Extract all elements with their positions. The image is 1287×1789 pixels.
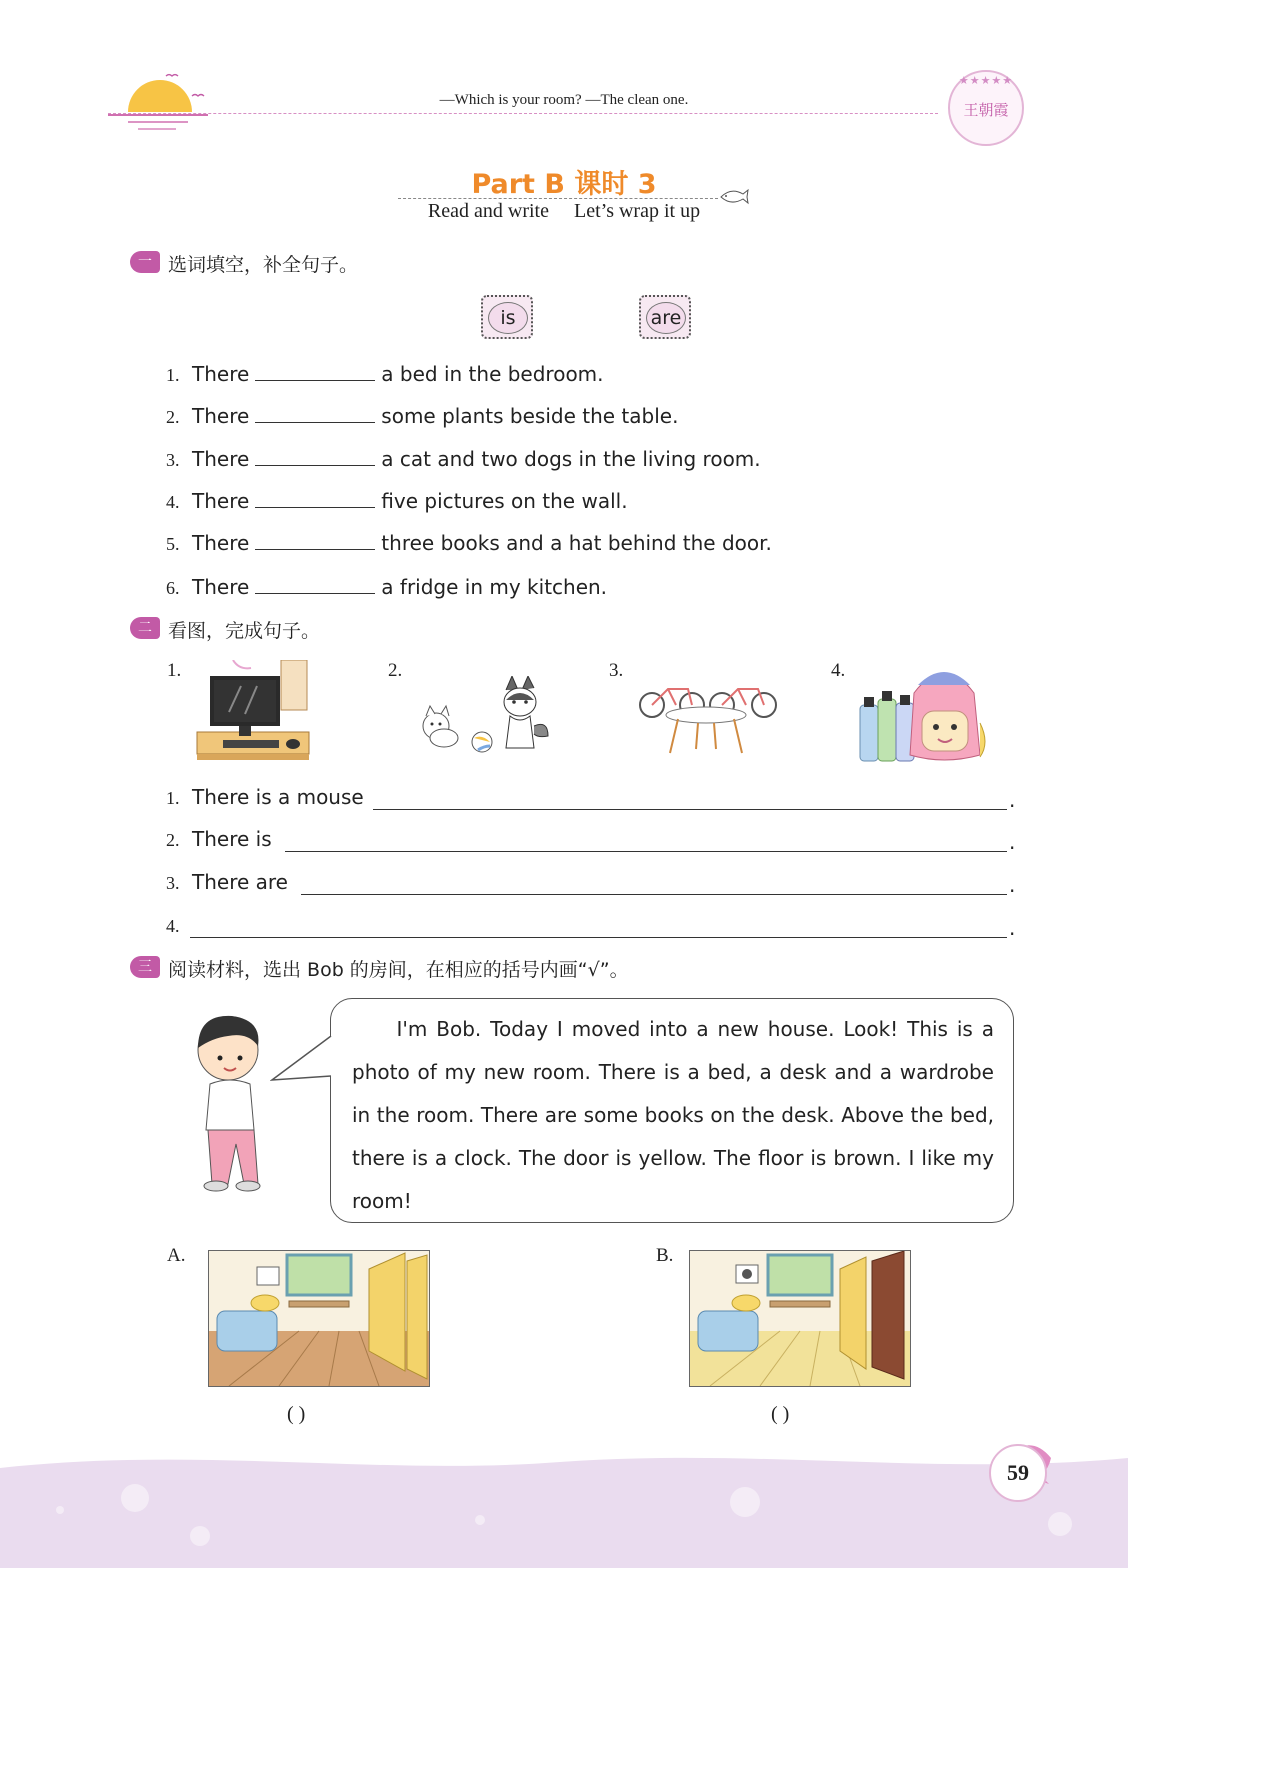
item-suffix: three books and a hat behind the door. [381, 531, 772, 555]
end-period: . [1009, 788, 1016, 812]
picture-label: 4. [831, 660, 846, 681]
page-number: 59 [989, 1444, 1047, 1502]
item-number: 3. [166, 873, 180, 893]
word-chip-are-text: are [646, 302, 686, 334]
answer-paren-b[interactable]: ( ) [771, 1403, 790, 1425]
title-divider [398, 198, 718, 199]
item-suffix: some plants beside the table. [381, 404, 679, 428]
answer-blank[interactable] [255, 445, 375, 466]
answer-blank[interactable] [255, 402, 375, 423]
header-dialogue: —Which is your room? —The clean one. [439, 92, 689, 108]
room-picture-b [689, 1250, 911, 1387]
answer-blank[interactable] [255, 529, 375, 550]
sentence-item [166, 827, 272, 851]
word-chip-is [481, 295, 533, 339]
section1-badge: 一 [130, 251, 160, 273]
word-chip-is-text: is [488, 302, 528, 334]
section2-badge: 二 [130, 617, 160, 639]
sentence-start: There is [192, 827, 272, 851]
word-chip-are [639, 295, 691, 339]
header-divider [108, 113, 938, 114]
answer-line[interactable] [373, 808, 1007, 810]
item-number: 2. [166, 407, 180, 427]
logo-text: 王朝霞 [963, 101, 1009, 119]
answer-blank[interactable] [255, 487, 375, 508]
answer-line[interactable] [301, 893, 1007, 895]
fill-in-item [166, 445, 761, 471]
fill-in-item [166, 529, 772, 555]
sentence-item [166, 785, 364, 809]
bikes-table-picture [636, 675, 781, 757]
answer-line[interactable] [285, 850, 1007, 852]
picture-label: 1. [167, 660, 182, 681]
item-number: 4. [166, 492, 180, 512]
option-a-label: A. [167, 1245, 186, 1266]
picture-label: 2. [388, 660, 403, 681]
bottles-backpack-picture [856, 663, 996, 763]
fill-in-item [166, 360, 604, 386]
logo-stars: ★★★★★ [958, 74, 1014, 87]
reading-passage [352, 1008, 994, 1223]
bubble-tail [270, 1036, 334, 1084]
end-period: . [1009, 916, 1016, 940]
cat-ball-dog-picture [410, 676, 555, 756]
fill-in-item [166, 402, 678, 428]
section2-instruction: 看图，完成句子。 [168, 620, 321, 642]
item-number: 4. [166, 916, 180, 936]
item-prefix: There [192, 362, 250, 386]
footer-wave [0, 1450, 1128, 1568]
answer-blank[interactable] [255, 360, 375, 381]
option-b-label: B. [656, 1245, 674, 1266]
answer-paren-a[interactable]: ( ) [287, 1403, 306, 1425]
end-period: . [1009, 830, 1016, 854]
fill-in-item [166, 487, 628, 513]
section3-instruction: 阅读材料，选出 Bob 的房间，在相应的括号内画“√”。 [168, 959, 629, 981]
subtitle-wrap-up: Let’s wrap it up [573, 200, 701, 222]
fill-in-item [166, 573, 607, 599]
item-prefix: There [192, 404, 250, 428]
end-period: . [1009, 873, 1016, 897]
sentence-item [166, 913, 192, 937]
passage-text: I'm Bob. Today I moved into a new house. Look! This is a photo of my new room. There is a bed, a desk and a wardrobe in the room. There are some books on the desk. Above the bed, there is a clock. The door is yellow. The floor is brown. I like my room! [352, 1017, 994, 1213]
bob-illustration [188, 1014, 273, 1194]
item-number: 5. [166, 534, 180, 554]
computer-desk-picture [193, 660, 311, 766]
brand-logo [948, 70, 1024, 146]
item-prefix: There [192, 489, 250, 513]
item-prefix: There [192, 531, 250, 555]
sentence-start: There is a mouse [192, 785, 364, 809]
item-suffix: a fridge in my kitchen. [381, 575, 608, 599]
sentence-item [166, 870, 288, 894]
sentence-start: There are [192, 870, 288, 894]
section3-badge: 三 [130, 956, 160, 978]
item-number: 1. [166, 365, 180, 385]
part-title: Part B 课时 3 [471, 169, 657, 200]
item-suffix: a cat and two dogs in the living room. [381, 447, 761, 471]
item-number: 6. [166, 578, 180, 598]
picture-label: 3. [609, 660, 624, 681]
item-number: 2. [166, 830, 180, 850]
item-number: 1. [166, 788, 180, 808]
room-picture-a [208, 1250, 430, 1387]
item-prefix: There [192, 447, 250, 471]
answer-blank[interactable] [255, 573, 375, 594]
item-suffix: a bed in the bedroom. [381, 362, 604, 386]
item-suffix: five pictures on the wall. [381, 489, 628, 513]
room-b-drawing [690, 1251, 910, 1386]
room-a-drawing [209, 1251, 429, 1386]
answer-line[interactable] [190, 936, 1007, 938]
item-prefix: There [192, 575, 250, 599]
section1-instruction: 选词填空，补全句子。 [168, 254, 359, 276]
item-number: 3. [166, 450, 180, 470]
subtitle-read-write: Read and write [427, 200, 549, 222]
subtitle [0, 200, 1128, 223]
